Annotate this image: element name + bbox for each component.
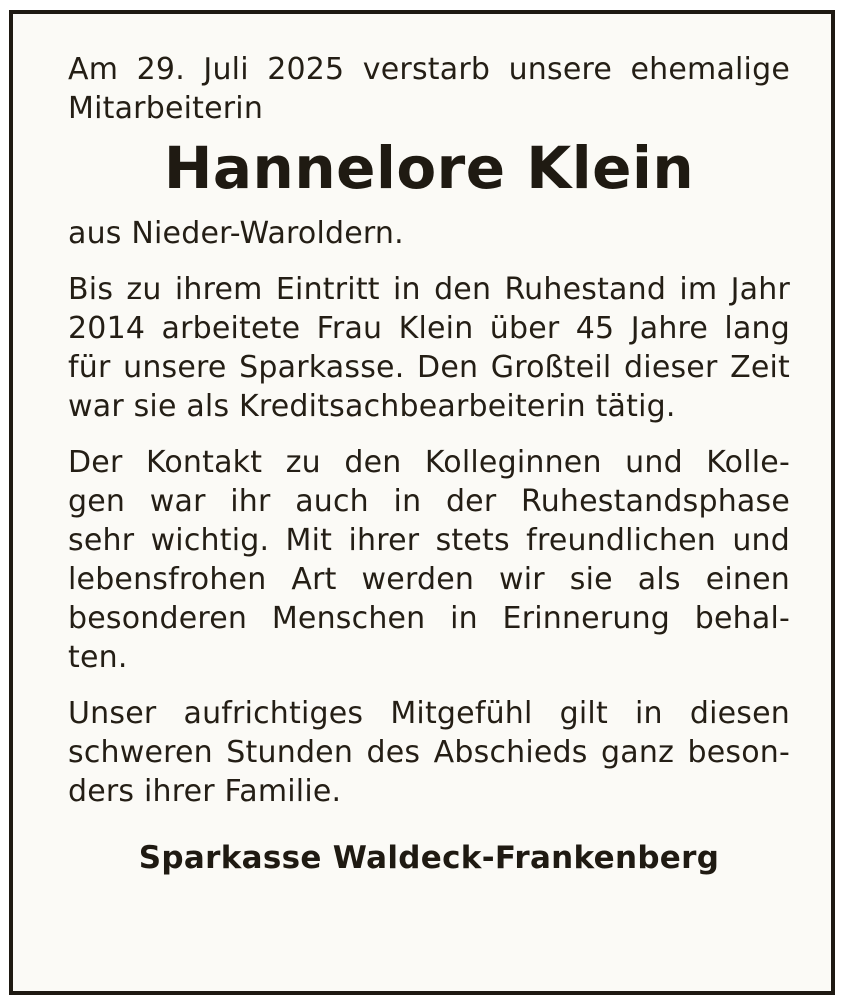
condolence-line: Unser aufrichtiges Mitgefühl gilt in diesen xyxy=(68,696,790,731)
condolence-line: ders ihrer Familie. xyxy=(68,774,342,809)
deceased-name: Hannelore Klein xyxy=(163,134,695,202)
obituary-content xyxy=(68,50,790,878)
colleagues-line: lebensfrohen Art werden wir sie als einen xyxy=(68,562,790,597)
intro-line: Am 29. Juli 2025 verstarb unsere ehemalige xyxy=(68,52,790,87)
intro-line: Mitarbeiterin xyxy=(68,91,264,126)
career-line: war sie als Kreditsachbearbeiterin tätig. xyxy=(68,389,676,424)
origin-line: aus Nieder-Waroldern. xyxy=(68,216,404,251)
career-line: 2014 arbeitete Frau Klein über 45 Jahre lang xyxy=(68,311,790,346)
condolence-paragraph xyxy=(68,694,790,811)
colleagues-line: besonderen Menschen in Erinnerung behal- xyxy=(68,601,790,636)
career-line: für unsere Sparkasse. Den Großteil dieser Zeit xyxy=(68,350,790,385)
colleagues-line: sehr wichtig. Mit ihrer stets freundlichen und xyxy=(68,523,790,558)
intro-paragraph xyxy=(68,50,790,128)
obituary-frame xyxy=(9,10,835,995)
colleagues-line: Der Kontakt zu den Kolleginnen und Kolle- xyxy=(68,445,790,480)
signature: Sparkasse Waldeck-Frankenberg xyxy=(138,840,720,876)
colleagues-line: ten. xyxy=(68,640,128,675)
colleagues-line: gen war ihr auch in der Ruhestandsphase xyxy=(68,484,790,519)
origin-text xyxy=(68,214,790,253)
career-paragraph xyxy=(68,270,790,426)
career-line: Bis zu ihrem Eintritt in den Ruhestand im Jahr xyxy=(68,272,790,307)
condolence-line: schweren Stunden des Abschieds ganz beson- xyxy=(68,735,790,770)
colleagues-paragraph xyxy=(68,443,790,677)
